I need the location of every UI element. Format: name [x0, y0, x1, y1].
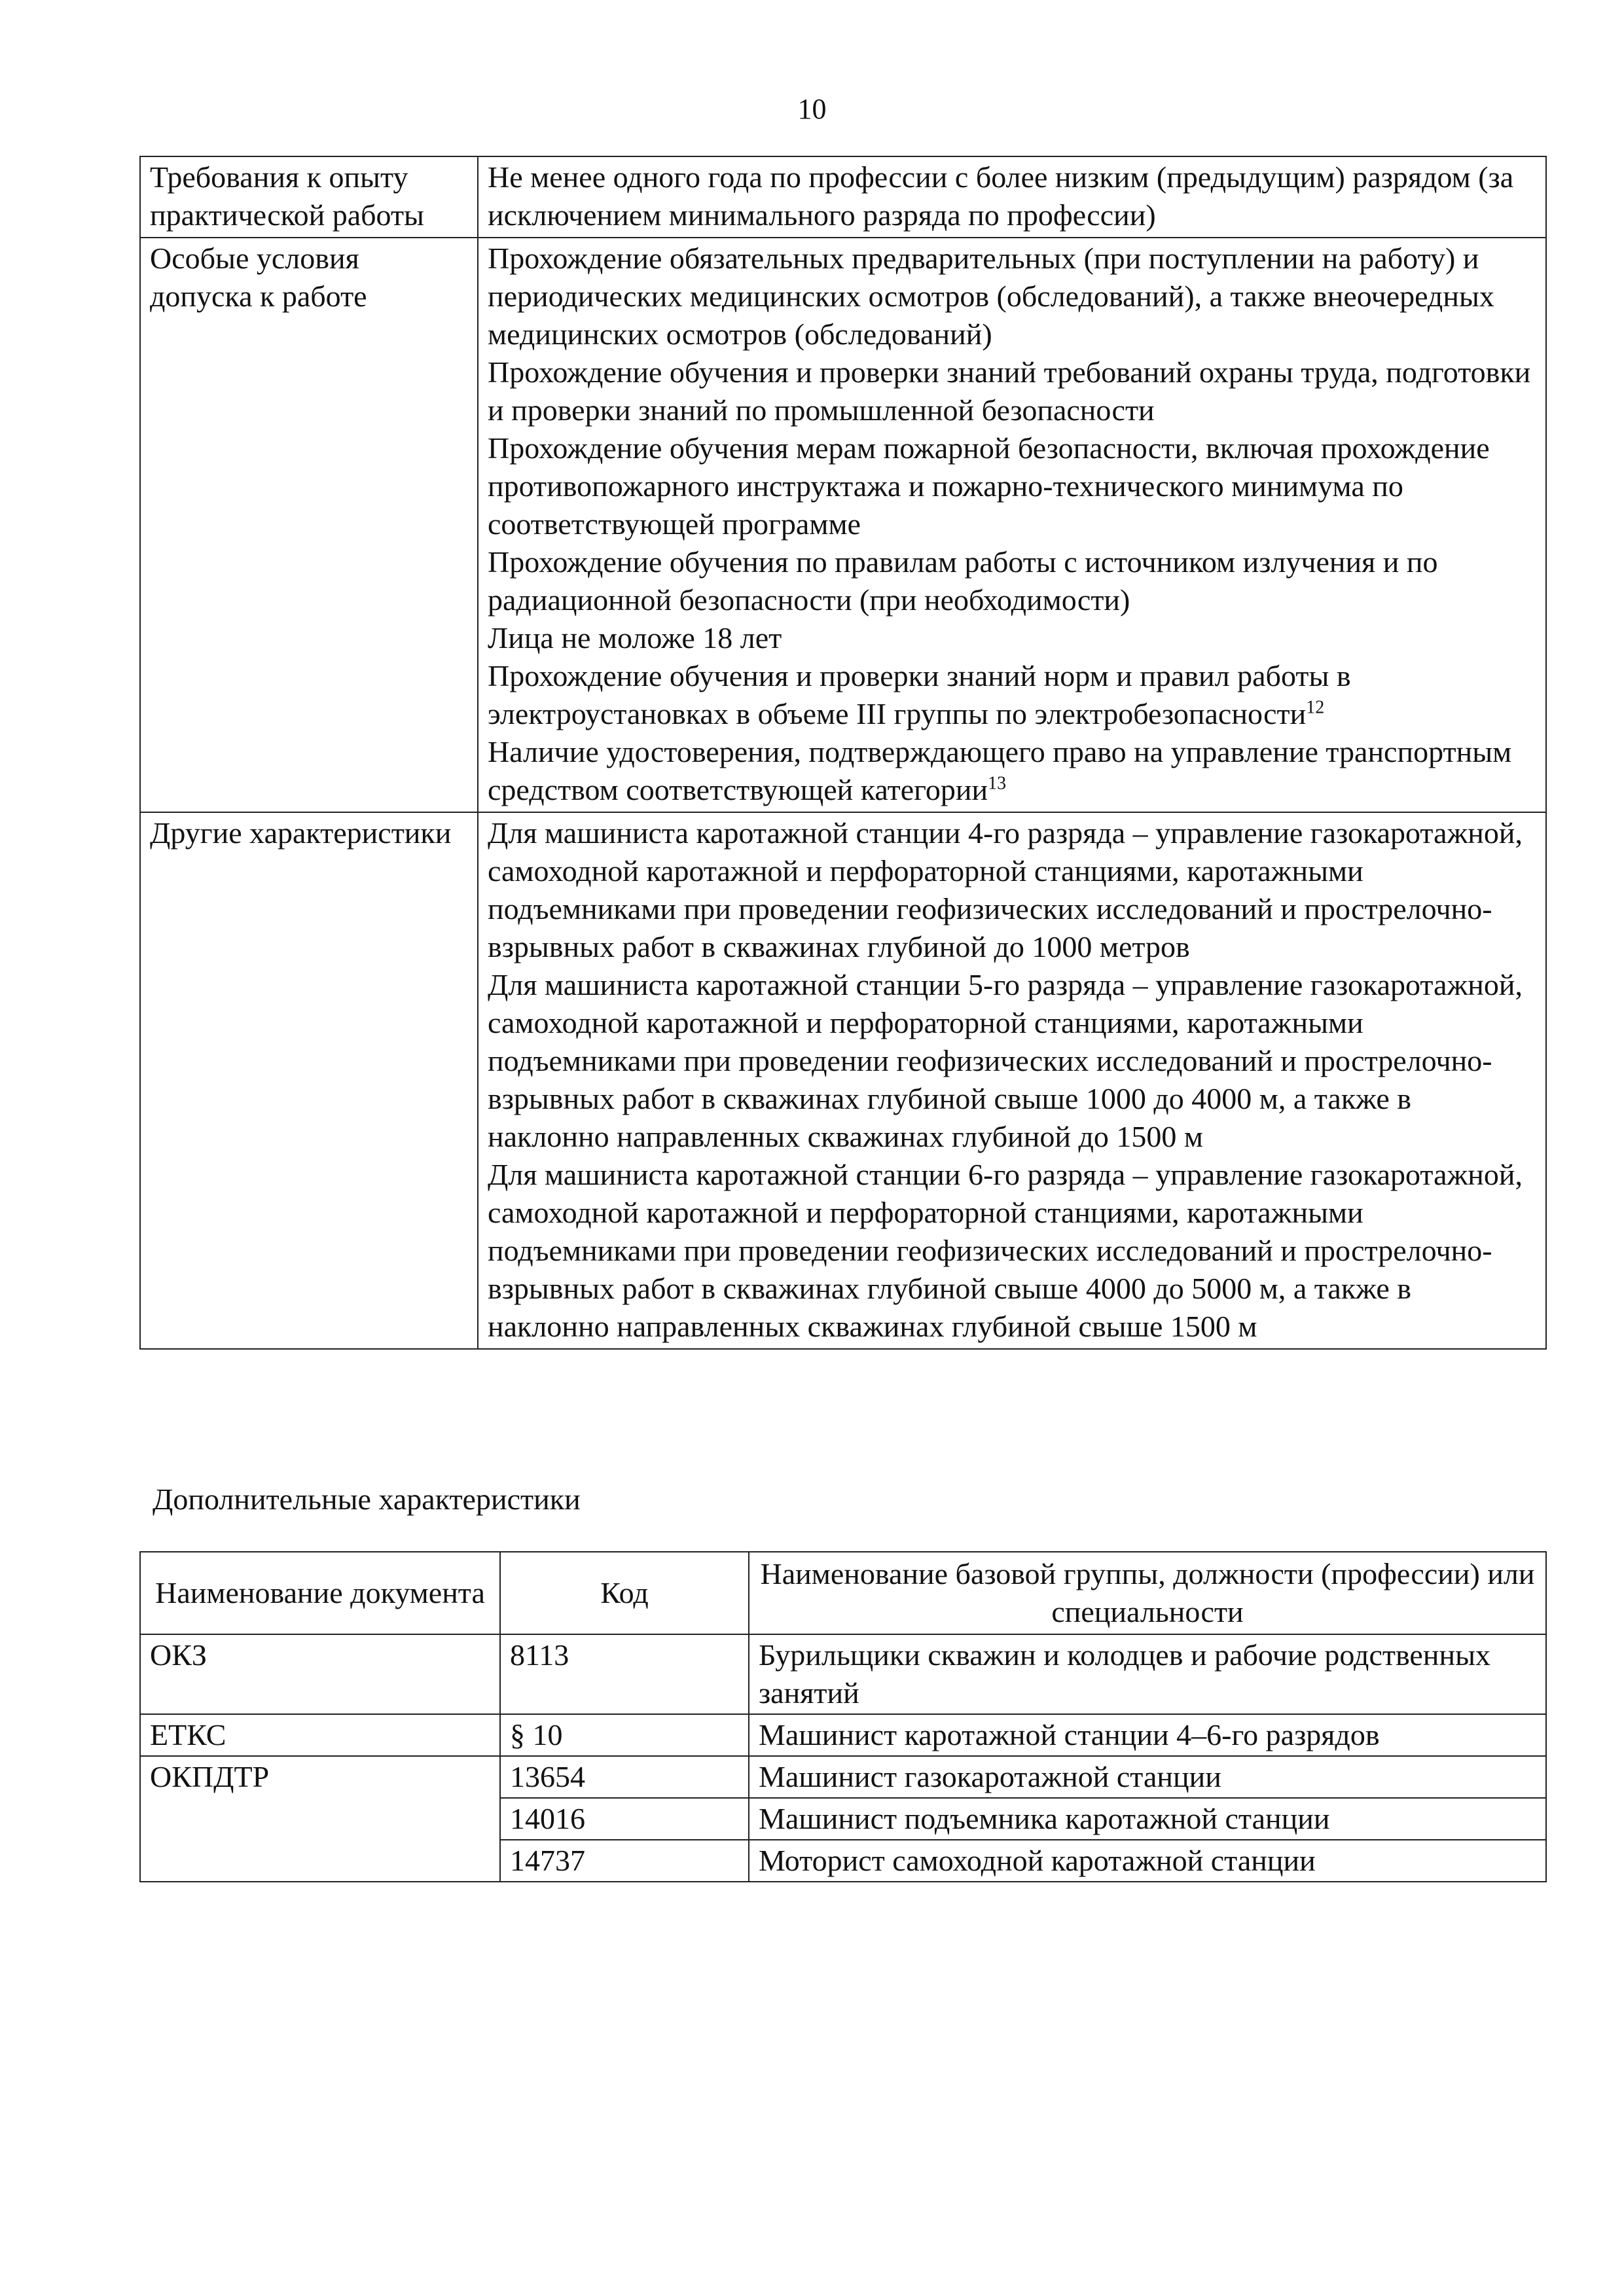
footnote-marker[interactable]: 13: [988, 773, 1007, 794]
page-number: 10: [797, 93, 827, 125]
requirement-paragraph: [488, 353, 1536, 429]
code-cell: 14737: [500, 1840, 749, 1882]
requirement-paragraph: [488, 657, 1536, 733]
requirement-paragraph: [488, 158, 1536, 234]
paragraph-text: Прохождение обучения по правилам работы с источником излучения и по радиационной безопасности (при необходимости): [488, 545, 1438, 617]
table-row: [140, 1634, 1546, 1714]
additional-characteristics-table: [139, 1551, 1547, 1882]
document-name-cell: ОКПДТР: [140, 1756, 500, 1798]
paragraph-text: Для машиниста каротажной станции 6-го разряда – управление газокаротажной, самоходной каротажной и перфораторной станциями, каротажными подъемниками при проведении геофизических исследований и прострелочно-взрывных работ в скважинах глубиной свыше 4000 до 5000 м, а также в наклонно направленных скважинах глубиной свыше 1500 м: [488, 1158, 1523, 1343]
paragraph-text: Не менее одного года по профессии с более низким (предыдущим) разрядом (за исключением минимального разряда по профессии): [488, 160, 1514, 232]
code-cell: § 10: [500, 1714, 749, 1756]
header-document-name: Наименование документа: [140, 1552, 500, 1634]
code-cell: 8113: [500, 1634, 749, 1714]
requirement-paragraph: [488, 733, 1536, 809]
paragraph-text: Лица не моложе 18 лет: [488, 621, 782, 655]
group-name-cell: Моторист самоходной каротажной станции: [749, 1840, 1546, 1882]
table-row: [140, 1756, 1546, 1798]
row-label: Другие характеристики: [140, 812, 478, 1349]
paragraph-text: Прохождение обучения и проверки знаний норм и правил работы в электроустановках в объеме III группы по электробезопасности: [488, 659, 1351, 730]
table-row: [140, 1714, 1546, 1756]
table-row: [140, 238, 1546, 812]
footnote-marker[interactable]: 12: [1306, 697, 1325, 718]
paragraph-text: Наличие удостоверения, подтверждающего право на управление транспортным средством соответствующей категории: [488, 735, 1512, 806]
document-name-cell: ОКЗ: [140, 1634, 500, 1714]
row-value: [478, 812, 1546, 1349]
qualification-requirements-table: [139, 156, 1547, 1350]
paragraph-text: Для машиниста каротажной станции 4-го разряда – управление газокаротажной, самоходной каротажной и перфораторной станциями, каротажными подъемниками при проведении геофизических исследований и прострелочно-взрывных работ в скважинах глубиной до 1000 метров: [488, 816, 1523, 963]
row-value: [478, 238, 1546, 812]
paragraph-text: Прохождение обучения и проверки знаний требований охраны труда, подготовки и проверки знаний по промышленной безопасности: [488, 355, 1531, 427]
row-label: Особые условия допуска к работе: [140, 238, 478, 812]
requirement-paragraph: [488, 814, 1536, 966]
table-row: [140, 812, 1546, 1349]
document-name-cell: [140, 1840, 500, 1882]
group-name-cell: Машинист подъемника каротажной станции: [749, 1798, 1546, 1840]
code-cell: 14016: [500, 1798, 749, 1840]
paragraph-text: Прохождение обязательных предварительных (при поступлении на работу) и периодических медицинских осмотров (обследований), а также внеочередных медицинских осмотров (обследований): [488, 242, 1494, 351]
table-row: [140, 1798, 1546, 1840]
row-value: [478, 156, 1546, 238]
document-name-cell: [140, 1798, 500, 1840]
requirement-paragraph: [488, 966, 1536, 1156]
code-cell: 13654: [500, 1756, 749, 1798]
requirement-paragraph: [488, 1156, 1536, 1346]
requirement-paragraph: [488, 240, 1536, 353]
row-label: Требования к опыту практической работы: [140, 156, 478, 238]
paragraph-text: Прохождение обучения мерам пожарной безопасности, включая прохождение противопожарного инструктажа и пожарно-технического минимума по соответствующей программе: [488, 431, 1490, 541]
header-group-name: Наименование базовой группы, должности (профессии) или специальности: [749, 1552, 1546, 1634]
group-name-cell: Машинист газокаротажной станции: [749, 1756, 1546, 1798]
requirement-paragraph: [488, 429, 1536, 543]
group-name-cell: Бурильщики скважин и колодцев и рабочие родственных занятий: [749, 1634, 1546, 1714]
document-name-cell: ЕТКС: [140, 1714, 500, 1756]
table-header-row: [140, 1552, 1546, 1634]
paragraph-text: Для машиниста каротажной станции 5-го разряда – управление газокаротажной, самоходной каротажной и перфораторной станциями, каротажными подъемниками при проведении геофизических исследований и прострелочно-взрывных работ в скважинах глубиной свыше 1000 до 4000 м, а также в наклонно направленных скважинах глубиной до 1500 м: [488, 968, 1523, 1153]
table-row: [140, 1840, 1546, 1882]
table-row: [140, 156, 1546, 238]
additional-characteristics-heading: Дополнительные характеристики: [153, 1482, 581, 1516]
group-name-cell: Машинист каротажной станции 4–6-го разрядов: [749, 1714, 1546, 1756]
requirement-paragraph: [488, 543, 1536, 619]
requirement-paragraph: [488, 619, 1536, 657]
header-code: Код: [500, 1552, 749, 1634]
